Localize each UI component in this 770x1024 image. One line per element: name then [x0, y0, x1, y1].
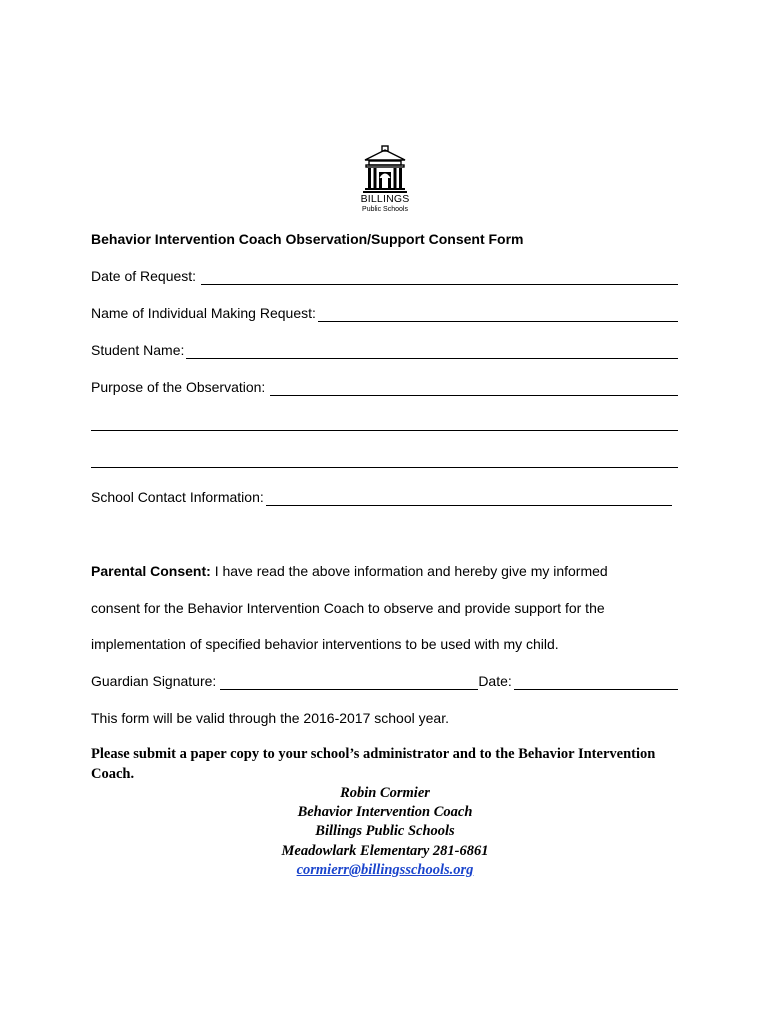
student-name-line[interactable] — [186, 344, 678, 359]
consent-line-1 — [91, 563, 608, 580]
contact-name: Robin Cormier — [340, 785, 430, 801]
contact-title: Behavior Intervention Coach — [297, 804, 473, 820]
date-label: Date: — [478, 673, 512, 689]
student-name-field[interactable] — [91, 342, 678, 359]
contact-organization: Billings Public Schools — [315, 823, 455, 839]
contact-location-phone: Meadowlark Elementary 281-6861 — [281, 843, 489, 859]
contact-email-link[interactable]: cormierr@billingsschools.org — [296, 862, 474, 878]
form-title: Behavior Intervention Coach Observation/Support Consent Form — [91, 231, 524, 247]
date-of-request-field[interactable] — [91, 268, 678, 285]
guardian-signature-line[interactable] — [220, 675, 478, 690]
signature-date-line[interactable] — [514, 675, 678, 690]
purpose-continuation-line[interactable] — [91, 430, 678, 431]
school-contact-label: School Contact Information: — [91, 489, 264, 505]
school-contact-line[interactable] — [266, 491, 672, 506]
requester-name-field[interactable] — [91, 305, 678, 322]
consent-text-1: I have read the above information and hereby give my informed — [214, 563, 608, 579]
schoolhouse-icon — [359, 145, 411, 193]
contact-email-row — [0, 861, 770, 881]
guardian-signature-label: Guardian Signature: — [91, 673, 217, 689]
consent-label: Parental Consent: — [91, 563, 211, 579]
logo-subtitle: Public Schools — [362, 206, 408, 213]
school-contact-field[interactable] — [91, 489, 672, 506]
purpose-label: Purpose of the Observation: — [91, 379, 266, 395]
school-logo — [359, 145, 411, 217]
purpose-line[interactable] — [270, 381, 678, 396]
validity-note: This form will be valid through the 2016-2017 school year. — [91, 710, 449, 726]
date-of-request-line[interactable] — [201, 270, 678, 285]
purpose-field[interactable] — [91, 379, 678, 396]
logo-title: BILLINGS — [360, 193, 410, 205]
consent-text-3: implementation of specified behavior interventions to be used with my child. — [91, 636, 559, 652]
date-of-request-label: Date of Request: — [91, 268, 197, 284]
purpose-continuation-line[interactable] — [91, 467, 678, 468]
guardian-signature-row — [91, 673, 678, 690]
requester-name-line[interactable] — [318, 307, 678, 322]
consent-text-2: consent for the Behavior Intervention Coach to observe and provide support for the — [91, 600, 605, 616]
requester-name-label: Name of Individual Making Request: — [91, 305, 316, 321]
submit-instructions: Please submit a paper copy to your school’s administrator and to the Behavior Intervention Coach. — [91, 746, 656, 782]
student-name-label: Student Name: — [91, 342, 185, 358]
